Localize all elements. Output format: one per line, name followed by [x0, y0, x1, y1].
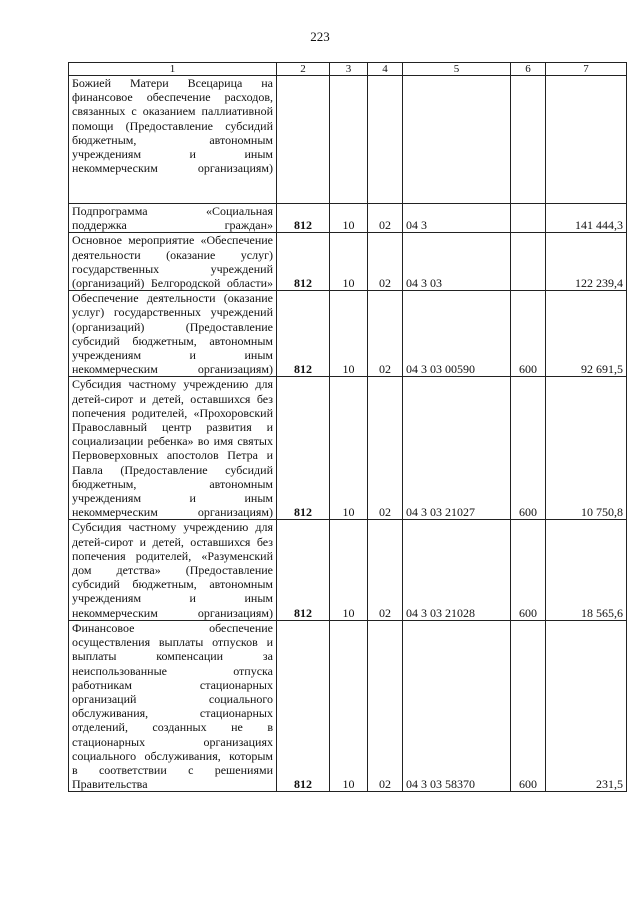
- row-pr: 02: [368, 620, 403, 791]
- row-pr: 02: [368, 291, 403, 377]
- row-sum: 122 239,4: [546, 233, 627, 291]
- row-vr: [511, 76, 546, 204]
- row-rz: 10: [330, 520, 368, 620]
- row-name: Субсидия частному учреждению для детей-сирот и детей, оставшихся без попечения родителей, «Разуменский дом детства» (Предоставление субсидий бюджетным, автономным учреждениям и иным некоммерческим организациям): [69, 520, 277, 620]
- row-rz: 10: [330, 204, 368, 233]
- row-vr: 600: [511, 620, 546, 791]
- row-pr: 02: [368, 377, 403, 520]
- row-cs: [403, 76, 511, 204]
- row-sum: 92 691,5: [546, 291, 627, 377]
- row-pr: [368, 76, 403, 204]
- row-gl: 812: [277, 204, 330, 233]
- row-sum: [546, 76, 627, 204]
- row-vr: [511, 204, 546, 233]
- page-number: 223: [310, 29, 330, 44]
- row-sum: 18 565,6: [546, 520, 627, 620]
- row-cs: 04 3 03 00590: [403, 291, 511, 377]
- row-rz: [330, 76, 368, 204]
- header-cell-vr: 6: [511, 63, 546, 76]
- row-name: Божией Матери Всецарица на финансовое обеспечение расходов, связанных с оказанием паллиативной помощи (Предоставление субсидий бюджетным, автономным учреждениям и иным некоммерческим организациям): [69, 76, 277, 204]
- row-rz: 10: [330, 620, 368, 791]
- row-vr: 600: [511, 291, 546, 377]
- table-row: [69, 76, 627, 204]
- row-cs: 04 3: [403, 204, 511, 233]
- row-sum: 231,5: [546, 620, 627, 791]
- row-name: Основное мероприятие «Обеспечение деятельности (оказание услуг) государственных учреждений (организаций) Белгородской области»: [69, 233, 277, 291]
- row-vr: 600: [511, 377, 546, 520]
- table-row: [69, 204, 627, 233]
- header-cell-name: 1: [69, 63, 277, 76]
- row-cs: 04 3 03 21027: [403, 377, 511, 520]
- row-cs: 04 3 03 58370: [403, 620, 511, 791]
- row-cs: 04 3 03 21028: [403, 520, 511, 620]
- row-cs: 04 3 03: [403, 233, 511, 291]
- table-row: [69, 520, 627, 620]
- row-vr: 600: [511, 520, 546, 620]
- row-vr: [511, 233, 546, 291]
- row-gl: 812: [277, 620, 330, 791]
- row-name: Подпрограмма «Социальная поддержка граждан»: [69, 204, 277, 233]
- row-name: Обеспечение деятельности (оказание услуг) государственных учреждений (организаций) (Предоставление субсидий бюджетным, автономным учреждениям и иным некоммерческим организациям): [69, 291, 277, 377]
- row-name: Субсидия частному учреждению для детей-сирот и детей, оставшихся без попечения родителей, «Прохоровский Православный центр развития и социализации ребенка» во имя святых Первоверховных апостолов Петра и Павла (Предоставление субсидий бюджетным, автономным учреждениям и иным некоммерческим организациям): [69, 377, 277, 520]
- row-gl: 812: [277, 233, 330, 291]
- table-row: [69, 377, 627, 520]
- row-pr: 02: [368, 520, 403, 620]
- row-gl: 812: [277, 520, 330, 620]
- row-pr: 02: [368, 233, 403, 291]
- header-cell-pr: 4: [368, 63, 403, 76]
- header-cell-gl: 2: [277, 63, 330, 76]
- row-gl: 812: [277, 377, 330, 520]
- row-sum: 141 444,3: [546, 204, 627, 233]
- row-rz: 10: [330, 377, 368, 520]
- row-name: Финансовое обеспечение осуществления выплаты отпусков и выплаты компенсации за неиспользованные отпуска работникам стационарных организаций социального обслуживания, стационарных отделений, созданных не в стационарных организациях социального обслуживания, которым в соответствии с решениями Правительства: [69, 620, 277, 791]
- row-pr: 02: [368, 204, 403, 233]
- header-cell-sum: 7: [546, 63, 627, 76]
- header-row: [69, 63, 627, 76]
- row-gl: [277, 76, 330, 204]
- header-cell-rz: 3: [330, 63, 368, 76]
- row-rz: 10: [330, 233, 368, 291]
- budget-table: [68, 62, 627, 792]
- table-row: [69, 620, 627, 791]
- row-rz: 10: [330, 291, 368, 377]
- row-sum: 10 750,8: [546, 377, 627, 520]
- header-cell-cs: 5: [403, 63, 511, 76]
- table-row: [69, 233, 627, 291]
- table-row: [69, 291, 627, 377]
- row-gl: 812: [277, 291, 330, 377]
